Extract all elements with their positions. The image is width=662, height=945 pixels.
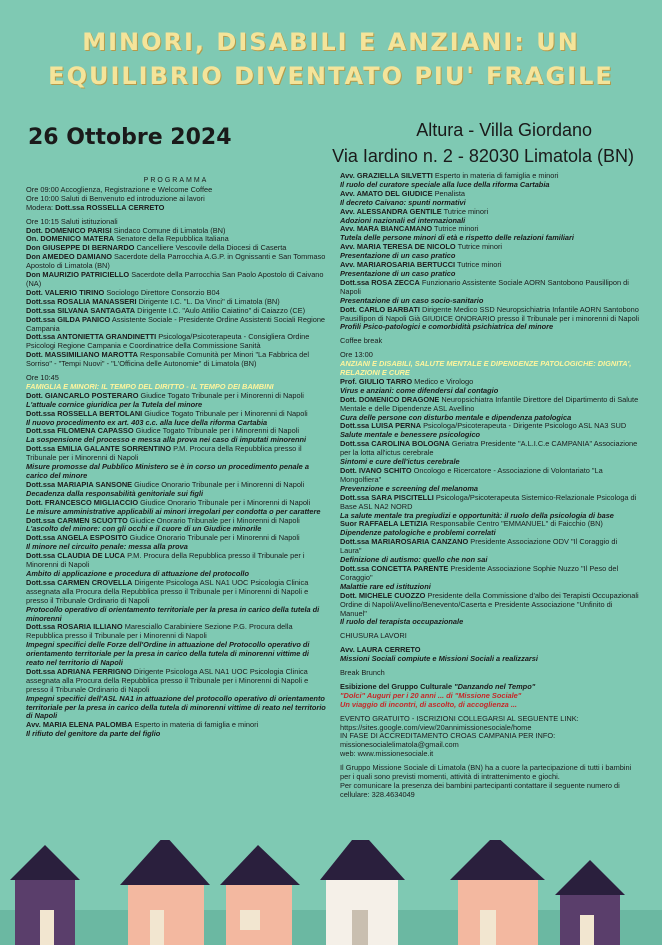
speaker: Dott.ssa MARIAPIA SANSONE Giudice Onorario Tribunale per i Minorenni di Napoli [26, 479, 305, 489]
item: Ore 10:00 Saluti di Benvenuto ed introduzione ai lavori [26, 193, 205, 203]
speaker: Dott. GIANCARLO POSTERARO Giudice Togato Tribunale per i Minorenni di Napoli [26, 390, 304, 400]
speaker: Dott. DOMENICO DRAGONE Neuropsichiatra Infantile Direttore del Dipartimento di Salute Mentale e delle Dipendenze ASL Avellino [340, 394, 639, 413]
speaker: Avv. LAURA CERRETO [340, 645, 421, 655]
title-line-1: MINORI, DISABILI E ANZIANI: UN [82, 28, 580, 56]
speaker: Dott.ssa SILVANA SANTAGATA Dirigente I.C. "Aulo Attilio Caiatino" di Caiazzo (CE) [26, 305, 306, 315]
speaker: Don AMEDEO DAMIANO Sacerdote della Parrocchia A.G.P. in Ognissanti e San Tommaso Apostolo di Limatola (BN) [26, 252, 326, 271]
info: IN FASE DI ACCREDITAMENTO CROAS CAMPANIA PER INFO: missionesocialelimatola@gmail.com [340, 731, 556, 750]
speaker: Dott.ssa GILDA PANICO Assistente Sociale - Presidente Ordine Assistenti Sociali Regione Campania [26, 314, 326, 333]
item: Ore 10:45 [26, 373, 59, 383]
speaker: Don GIUSEPPE DI BERNARDO Cancelliere Vescovile della Diocesi di Caserta [26, 243, 287, 253]
speaker: Dott.ssa MARIAROSARIA CANZANO Presidente Associazione ODV "Il Coraggio di Laura" [340, 537, 618, 556]
info: web: www.missionesociale.it [340, 749, 434, 759]
speaker: Dott.ssa CONCETTA PARENTE Presidente Associazione Sophie Nuzzo "Il Peso del Coraggio" [340, 563, 619, 582]
program-right-column: Avv. GRAZIELLA SILVETTI Esperto in materia di famiglia e minori Il ruolo del curatore speciale alla luce della riforma Cartabia Avv. AMATO DEL GIUDICE Penalista Il decreto Caivano: spunti normativi Avv. ALESSANDRA GENTILE Tutrice minori Adozioni nazionali ed internazionali Avv. MARA BIANCAMANO Tutrice minori Tutela delle persone minori di età e rispetto delle relazioni familiari Avv. MARIA TERESA DE NICOLO Tutrice minori Presentazione di un caso pratico Avv. MARIAROSARIA BERTUCCI Tutrice minori Presentazione di un caso pratico Dott.ssa ROSA ZECCA Funzionario Assistente Sociale AORN Santobono Pausillipon di Napoli Presentazione di un caso socio-sanitario Dott. CARLO BARBATI Dirigente Medico SSD Neuropsichiatria Infantile AORN Santobono Pausillipon di Napoli Già GIUDICE ONORARIO presso il Tribunale per i minorenni di Napoli Profili Psico-patologici e comorbidità psichiatrica del minore Coffee break Ore 13:00 ANZIANI E DISABILI, SALUTE MENTALE E DIPENDENZE PATOLOGICHE: DIGNITA', RELAZIONI E CURE Prof. GIULIO TARRO Medico e Virologo Virus e anziani: come difendersi dal contagio Dott. DOMENICO DRAGONE Neuropsichiatra Infantile Direttore del Dipartimento di Salute Mentale e delle Dipendenze ASL Avellino Cura delle persone con disturbo mentale e dipendenza patologica Dott.ssa LUISA PERNA Psicologa/Psicoterapeuta - Dirigente Psicologo ASL NA3 SUD Salute mentale e benessere psicologico Dott.ssa CAROLINA BOLOGNA Geriatra Presidente "A.L.I.C.e CAMPANIA" Associazione per la lotta all'ictus cerebrale Sintomi e cure dell'ictus cerebrale Dott. IVANO SCHITO Oncologo e Ricercatore - Associazione di Volontariato "La Mongolfiera" Prevenzione e screening del melanoma Dott.ssa SARA PISCITELLI Psicologa/Psicoterapeuta Sistemico-Relazionale Psicologa di Base ASL NA2 NORD La salute mentale tra pregiudizi e opportunità: il ruolo della psicologia di base Suor RAFFAELA LETIZIA Responsabile Centro "EMMANUEL" di Faicchio (BN) Dipendenze patologiche e problemi correlati Dott.ssa MARIAROSARIA CANZANO Presidente Associazione ODV "Il Coraggio di Laura" Definizione di autismo: quello che non sai Dott.ssa CONCETTA PARENTE Presidente Associazione Sophie Nuzzo "Il Peso del Coraggio" Malattie rare ed istituzioni Dott. MICHELE CUOZZO Presidente della Commissione d'albo dei Terapisti Occupazionali Ordine di Napoli/Avellino/Benevento/Caserta e Presidente Associazione "Unfinito di Manuel" Il ruolo del terapista occupazionale CHIUSURA LAVORI Avv. LAURA CERRETO Missioni Sociali compiute e Missioni Sociali a realizzarsi Break Brunch Esibizione del Gruppo Culturale "Danzando nel Tempo" "Dolci" Auguri per i 20 anni ... di "Missione Sociale" Un viaggio di incontri, di ascolto, di accoglienza ... EVENTO GRATUITO - ISCRIZIONI COLLEGARSI AL SEGUENTE LINK: https://sites.google.com/view/20annimissionesociale/home IN FASE DI ACCREDITAMENTO CROAS CAMPANIA PER INFO: missionesocialelimatola@gmail.com web: www.missionesociale.it Il Gruppo Missione Sociale di Limatola (BN) ha a cuore la partecipazione di tutti i bambini per i quali sono previsti momenti, attività di intrattenimento e giochi. Per comunicare la presenza dei bambini partecipanti contattare il seguente numero di cellulare: 328.4634049 [340, 172, 640, 799]
speaker: Dott.ssa ROSARIA ILLIANO Maresciallo Carabiniere Sezione P.G. Procura della Repubblica presso il Tribunale per i Minorenni di Napoli [26, 622, 293, 641]
speaker: Avv. MARIAROSARIA BERTUCCI Tutrice minori [340, 260, 502, 270]
speaker: Dott.ssa CAROLINA BOLOGNA Geriatra Presidente "A.L.I.C.e CAMPANIA" Associazione per la lotta all'ictus cerebrale [340, 439, 638, 458]
speaker: Dott. MICHELE CUOZZO Presidente della Commissione d'albo dei Terapisti Occupazionali Ordine di Napoli/Avellino/Benevento/Caserta e Presidente Associazione "Unfinito di Manuel" [340, 590, 639, 618]
section-heading: ANZIANI E DISABILI, SALUTE MENTALE E DIPENDENZE PATOLOGICHE: DIGNITA', RELAZIONI E CURE [340, 359, 632, 378]
speaker: Dott.ssa CARMEN CROVELLA Dirigente Psicologa ASL NA1 UOC Psicologia Clinica assegnata alla Procura della Repubblica presso il Tribunale per i Minorenni di Napoli e presso il Tribunale Ordinario di Napoli [26, 577, 309, 605]
speaker: Dott. DOMENICO PARISI Sindaco Comune di Limatola (BN) [26, 225, 226, 235]
info: Il Gruppo Missione Sociale di Limatola (BN) ha a cuore la partecipazione di tutti i bambini per i quali sono previsti momenti, attività di intrattenimento e giochi. [340, 763, 632, 782]
speaker: Avv. MARA BIANCAMANO Tutrice minori [340, 224, 479, 234]
houses-illustration [0, 840, 662, 945]
event-date: 26 Ottobre 2024 [28, 125, 232, 150]
speaker: Dott.ssa FILOMENA CAPASSO Giudice Togato Tribunale per i Minorenni di Napoli [26, 426, 300, 436]
item: CHIUSURA LAVORI [340, 631, 407, 641]
speaker: Dott.ssa CLAUDIA DE LUCA P.M. Procura della Repubblica presso il Tribunale per i Minorenni di Napoli [26, 551, 305, 570]
speaker: On. DOMENICO MATERA Senatore della Repubblica Italiana [26, 234, 229, 244]
speaker: Suor RAFFAELA LETIZIA Responsabile Centro "EMMANUEL" di Faicchio (BN) [340, 519, 603, 529]
viaggio-line: Un viaggio di incontri, di ascolto, di accoglienza ... [340, 699, 517, 709]
speaker: Dott.ssa SARA PISCITELLI Psicologa/Psicoterapeuta Sistemico-Relazionale Psicologa di Base ASL NA2 NORD [340, 492, 637, 511]
program-left-column: PROGRAMMA Ore 09:00 Accoglienza, Registrazione e Welcome Coffee Ore 10:00 Saluti di Benvenuto ed introduzione ai lavori Modera: Dott.ssa ROSSELLA CERRETO Ore 10:15 Saluti istituzionali Dott. DOMENICO PARISI Sindaco Comune di Limatola (BN) On. DOMENICO MATERA Senatore della Repubblica Italiana Don GIUSEPPE DI BERNARDO Cancelliere Vescovile della Diocesi di Caserta Don AMEDEO DAMIANO Sacerdote della Parrocchia A.G.P. in Ognissanti e San Tommaso Apostolo di Limatola (BN) Don MAURIZIO PATRICIELLO Sacerdote della Parrocchia San Paolo Apostolo di Caivano (NA) Dott. VALERIO TIRINO Sociologo Direttore Consorzio B04 Dott.ssa ROSALIA MANASSERI Dirigente I.C. "L. Da Vinci" di Limatola (BN) Dott.ssa SILVANA SANTAGATA Dirigente I.C. "Aulo Attilio Caiatino" di Caiazzo (CE) Dott.ssa GILDA PANICO Assistente Sociale - Presidente Ordine Assistenti Sociali Regione Campania Dott.ssa ANTONIETTA GRANDINETTI Psicologa/Psicoterapeuta - Consigliera Ordine Psicologi Regione Campania e Coordinatrice della Commissione Sanità Dott. MASSIMILIANO MAROTTA Responsabile Comunità per Minori "La Fabbrica del Sorriso" - "Tempi Nuovi" - "L'Officina delle Autonomie" di Limatola (BN) Ore 10:45 FAMIGLIA E MINORI: IL TEMPO DEL DIRITTO - IL TEMPO DEI BAMBINI Dott. GIANCARLO POSTERARO Giudice Togato Tribunale per i Minorenni di Napoli L'attuale cornice giuridica per la Tutela del minore Dott.ssa ROSSELLA BERTOLANI Giudice Togato Tribunale per i Minorenni di Napoli Il nuovo procedimento ex art. 403 c.c. alla luce della riforma Cartabia Dott.ssa FILOMENA CAPASSO Giudice Togato Tribunale per i Minorenni di Napoli La sospensione del processo e messa alla prova nei caso di imputati minorenni Dott.ssa EMILIA GALANTE SORRENTINO P.M. Procura della Repubblica presso il Tribunale per i Minorenni di Napoli Misure promosse dal Pubblico Ministero se è in corso un procedimento penale a carico del minore Dott.ssa MARIAPIA SANSONE Giudice Onorario Tribunale per i Minorenni di Napoli Decadenza dalla responsabilità genitoriale sui figli Dott. FRANCESCO MIGLIACCIO Giudice Onorario Tribunale per i Minorenni di Napoli Le misure amministrative applicabili ai minori irregolari per condotta o per carattere Dott.ssa CARMEN SCUOTTO Giudice Onorario Tribunale per i Minorenni di Napoli L'ascolto del minore: con gli occhi e il cuore di un Giudice minorile Dott.ssa ANGELA ESPOSITO Giudice Onorario Tribunale per i Minorenni di Napoli Il minore nel circuito penale: messa alla prova Dott.ssa CLAUDIA DE LUCA P.M. Procura della Repubblica presso il Tribunale per i Minorenni di Napoli Ambito di applicazione e procedura di attuazione del protocollo Dott.ssa CARMEN CROVELLA Dirigente Psicologa ASL NA1 UOC Psicologia Clinica assegnata alla Procura della Repubblica presso il Tribunale per i Minorenni di Napoli e presso il Tribunale Ordinario di Napoli Protocollo operativo di orientamento territoriale per la presa in carico della tutela di minorenni Dott.ssa ROSARIA ILLIANO Maresciallo Carabiniere Sezione P.G. Procura della Repubblica presso il Tribunale per i Minorenni di Napoli Impegni specifici delle Forze dell'Ordine in attuazione del Protocollo operativo di orientamento territoriale per la presa in carico della tutela di minorenni vittime di reato nel territorio di Napoli Dott.ssa ADRIANA FERRIGNO Dirigente Psicologa ASL NA1 UOC Psicologia Clinica assegnata alla Procura della Repubblica presso il Tribunale per i Minorenni di Napoli e presso il Tribunale Ordinario di Napoli Impegni specifici dell'ASL NA1 in attuazione del protocollo operativo di orientamento territoriale per la presa in carico della tutela di minorenni vittime di reato nel territorio di Napoli Avv. MARIA ELENA PALOMBA Esperto in materia di famiglia e minori Il rifiuto del genitore da parte del figlio [26, 177, 326, 739]
speaker: Dott.ssa ADRIANA FERRIGNO Dirigente Psicologa ASL NA1 UOC Psicologia Clinica assegnata alla Procura della Repubblica presso il Tribunale per i Minorenni di Napoli e presso il Tribunale Ordinario di Napoli [26, 666, 309, 694]
item: Ore 10:15 Saluti istituzionali [26, 216, 118, 226]
speaker: Dott.ssa ANTONIETTA GRANDINETTI Psicologa/Psicoterapeuta - Consigliera Ordine Psicologi Regione Campania e Coordinatrice della Commissione Sanità [26, 332, 310, 351]
programma-heading: PROGRAMMA [143, 177, 209, 184]
venue: Altura - Villa Giordano [416, 120, 592, 140]
speaker: Dott.ssa LUISA PERNA Psicologa/Psicoterapeuta - Dirigente Psicologo ASL NA3 SUD [340, 421, 627, 431]
speaker: Avv. MARIA TERESA DE NICOLO Tutrice minori [340, 242, 503, 252]
address: Via Iardino n. 2 - 82030 Limatola (BN) [332, 146, 634, 166]
item: Ore 13:00 [340, 350, 373, 360]
speaker: Dott. FRANCESCO MIGLIACCIO Giudice Onorario Tribunale per i Minorenni di Napoli [26, 497, 311, 507]
speaker: Dott.ssa ANGELA ESPOSITO Giudice Onorario Tribunale per i Minorenni di Napoli [26, 533, 300, 543]
item: Break Brunch [340, 668, 385, 678]
item: Ore 09:00 Accoglienza, Registrazione e Welcome Coffee [26, 184, 213, 194]
speaker: Dott. IVANO SCHITO Oncologo e Ricercatore - Associazione di Volontariato "La Mongolfiera" [340, 466, 603, 484]
item: Esibizione del Gruppo Culturale "Danzando nel Tempo" [340, 681, 536, 691]
speaker: Dott.ssa ROSALIA MANASSERI Dirigente I.C. "L. Da Vinci" di Limatola (BN) [26, 296, 280, 306]
speaker: Don MAURIZIO PATRICIELLO Sacerdote della Parrocchia San Paolo Apostolo di Caivano (NA) [26, 270, 324, 288]
dolci-line: "Dolci" Auguri per i 20 anni ... di "Missione Sociale" [340, 690, 522, 700]
link[interactable]: https://sites.google.com/view/20annimissionesociale/home [340, 722, 532, 732]
speaker: Avv. ALESSANDRA GENTILE Tutrice minori [340, 206, 489, 216]
info: EVENTO GRATUITO - ISCRIZIONI COLLEGARSI AL SEGUENTE LINK: [340, 713, 579, 723]
speaker: Avv. GRAZIELLA SILVETTI Esperto in materia di famiglia e minori [340, 172, 559, 180]
speaker: Dott. VALERIO TIRINO Sociologo Direttore Consorzio B04 [26, 287, 220, 297]
info: Per comunicare la presenza dei bambini partecipanti contattare il seguente numero di cellulare: 328.4634049 [340, 781, 620, 799]
speaker: Prof. GIULIO TARRO Medico e Virologo [340, 376, 474, 386]
speaker: Dott.ssa CARMEN SCUOTTO Giudice Onorario Tribunale per i Minorenni di Napoli [26, 515, 300, 525]
speaker: Dott.ssa ROSA ZECCA Funzionario Assistente Sociale AORN Santobono Pausillipon di Napoli [340, 277, 629, 296]
item: Modera: Dott.ssa ROSSELLA CERRETO [26, 202, 165, 212]
speaker: Avv. AMATO DEL GIUDICE Penalista [340, 188, 465, 198]
title-line-2: EQUILIBRIO DIVENTATO PIU' FRAGILE [48, 62, 614, 90]
speaker: Dott.ssa EMILIA GALANTE SORRENTINO P.M. Procura della Repubblica presso il Tribunale per i Minorenni di Napoli [26, 444, 302, 463]
speaker: Dott.ssa ROSSELLA BERTOLANI Giudice Togato Tribunale per i Minorenni di Napoli [26, 408, 308, 418]
speaker: Avv. MARIA ELENA PALOMBA Esperto in materia di famiglia e minori [26, 720, 259, 730]
item: Coffee break [340, 336, 383, 346]
speaker: Dott. MASSIMILIANO MAROTTA Responsabile Comunità per Minori "La Fabbrica del Sorriso" - "Tempi Nuovi" - "L'Officina delle Autonomie" di Limatola (BN) [26, 350, 310, 369]
speaker: Dott. CARLO BARBATI Dirigente Medico SSD Neuropsichiatria Infantile AORN Santobono Pausillipon di Napoli Già GIUDICE ONORARIO presso il Tribunale per i minorenni di Napoli [340, 304, 640, 323]
section-heading: FAMIGLIA E MINORI: IL TEMPO DEL DIRITTO - IL TEMPO DEI BAMBINI [26, 381, 274, 391]
